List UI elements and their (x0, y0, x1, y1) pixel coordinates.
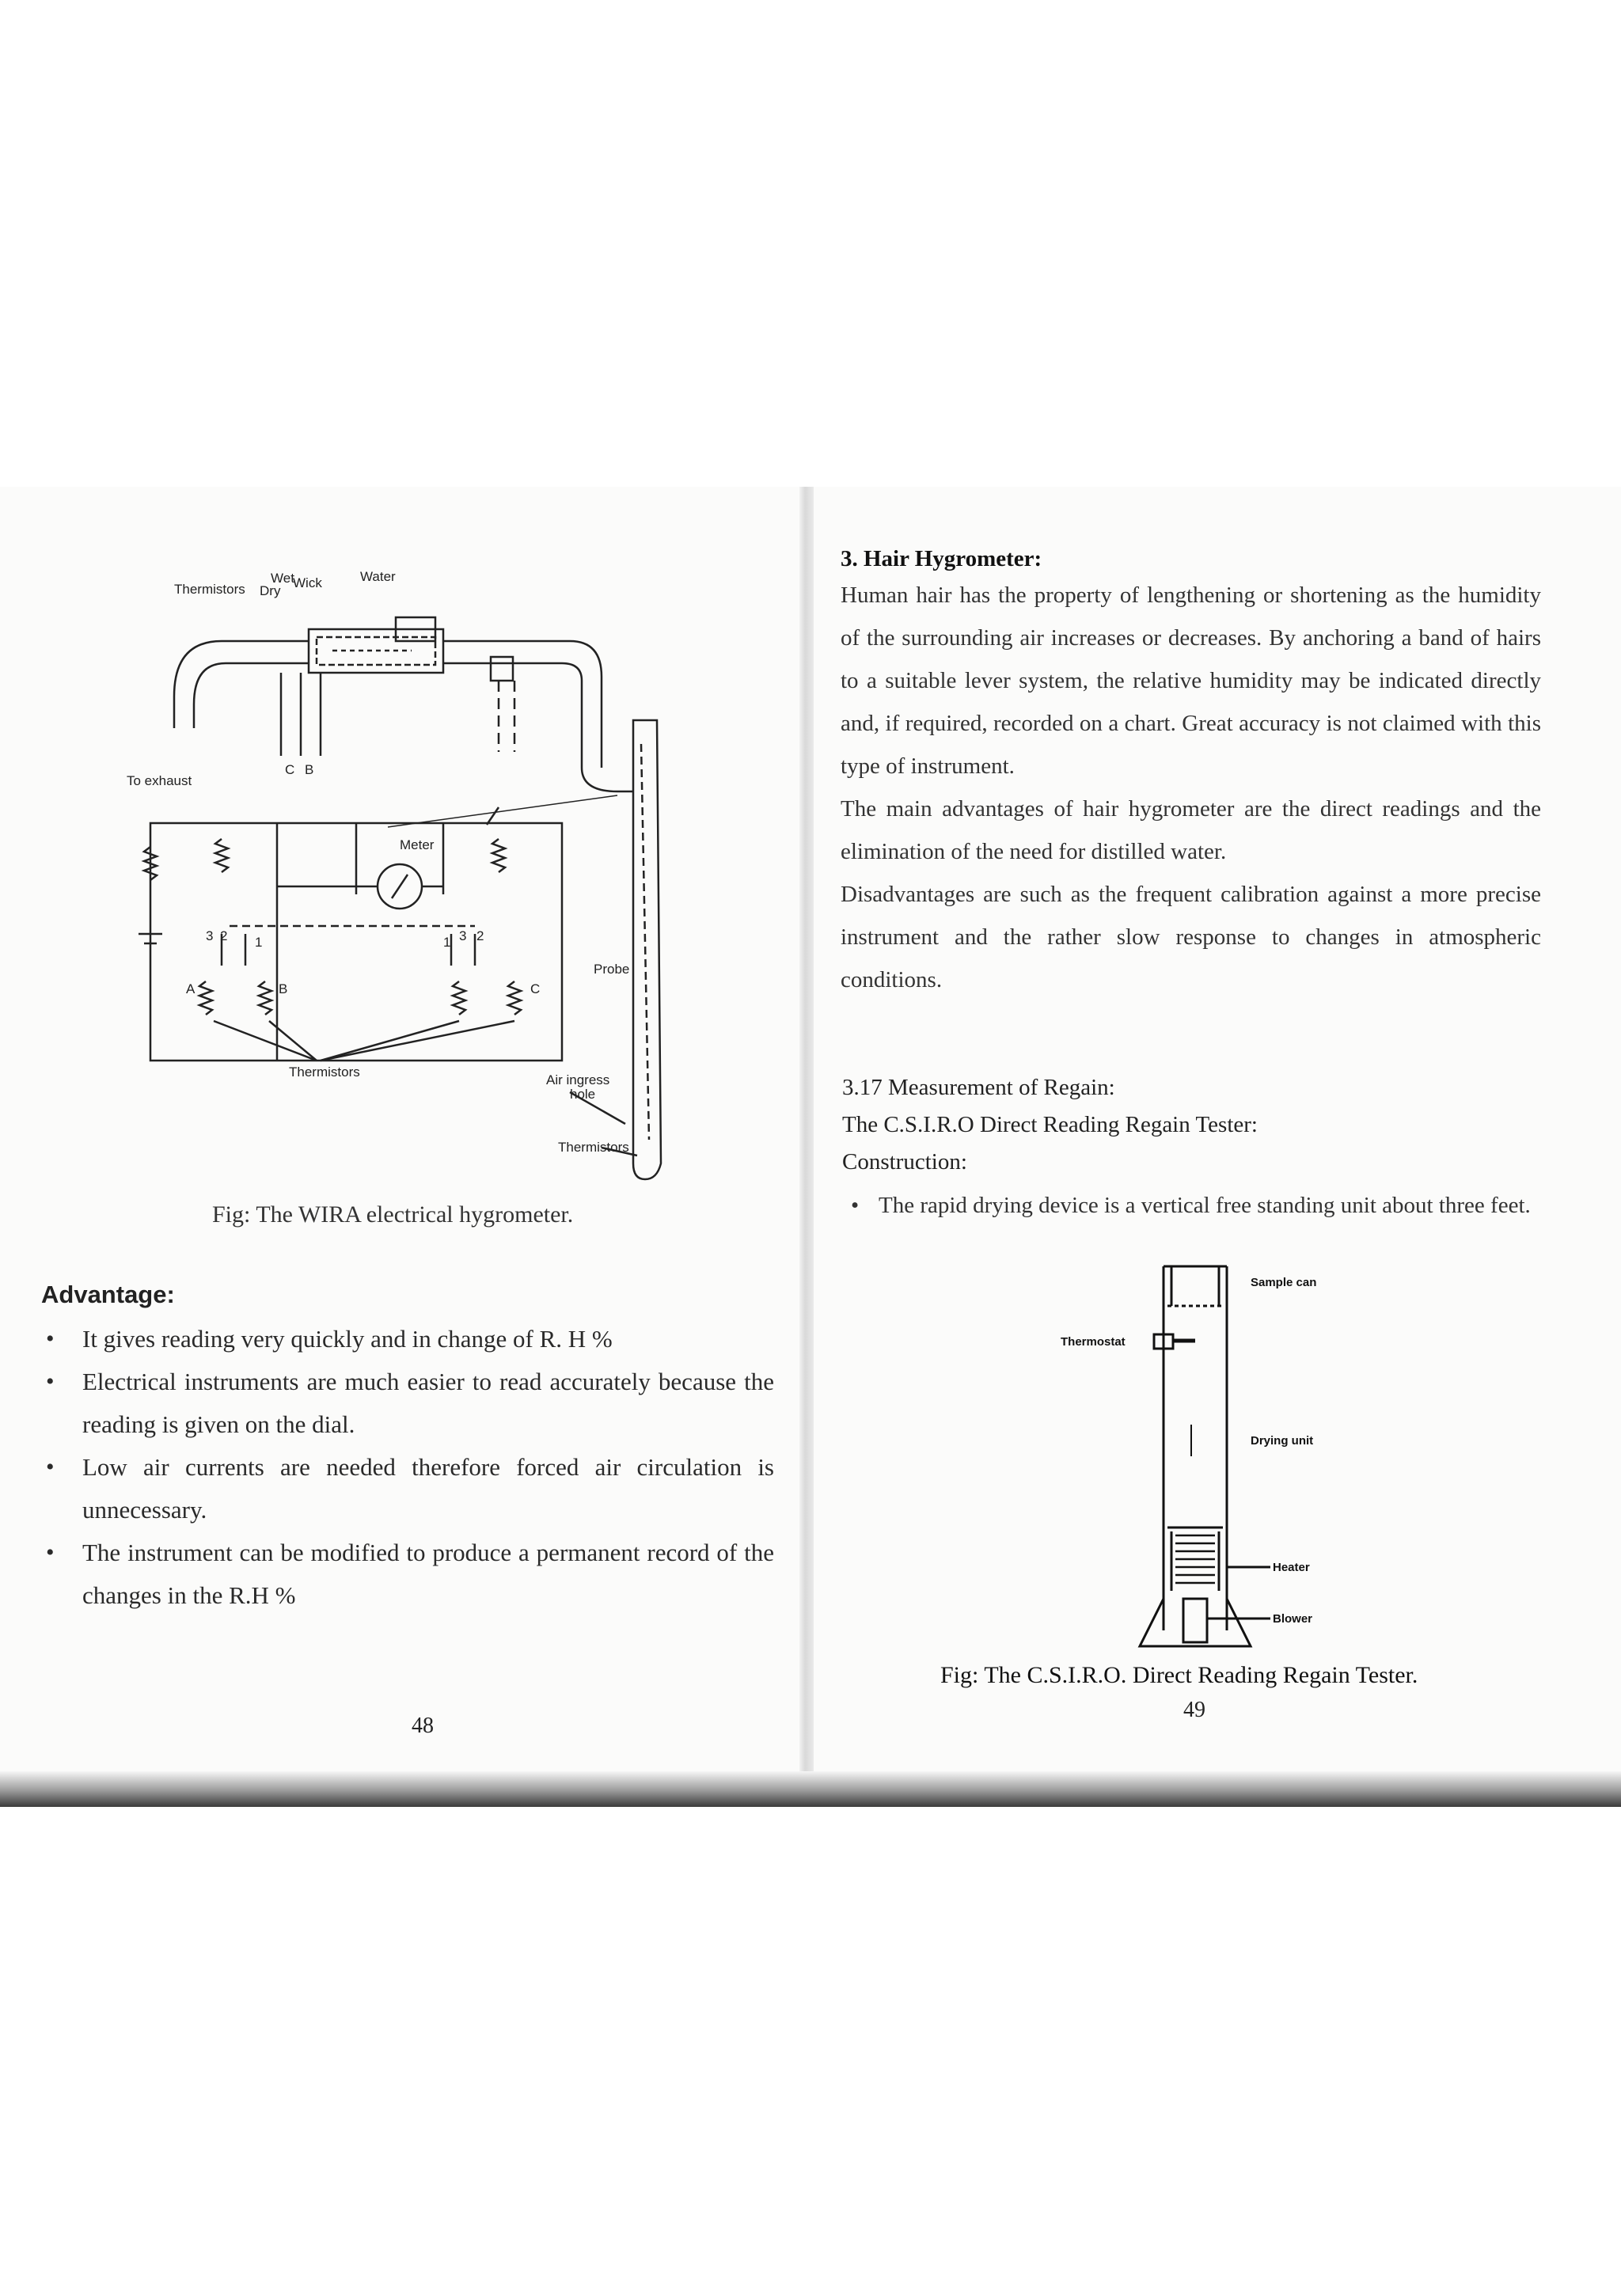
advantage-item: • Electrical instruments are much easier to read accurately because the reading is given on the dial. (46, 1361, 774, 1446)
label-to-exhaust: To exhaust (127, 773, 192, 788)
label-meter: Meter (400, 837, 435, 852)
advantage-list (46, 1318, 774, 1617)
label-3b: 3 (459, 928, 467, 943)
right-figure-caption: Fig: The C.S.I.R.O. Direct Reading Regain Tester. (940, 1662, 1418, 1688)
tester-title: The C.S.I.R.O Direct Reading Regain Tester: (842, 1112, 1258, 1137)
page-bottom-shadow (0, 1771, 1621, 1807)
advantage-item: • Low air currents are needed therefore forced air circulation is unnecessary. (46, 1446, 774, 1531)
label-c-top: C (285, 762, 295, 777)
label-thermistors-bottom: Thermistors (289, 1065, 360, 1080)
paragraph: Disadvantages are such as the frequent calibration against a more precise instrument and the rather slow response to changes in atmospheric conditions. (841, 882, 1541, 992)
label-sample-can: Sample can (1251, 1276, 1317, 1289)
label-dry: Dry (260, 583, 281, 598)
hair-hygrometer-text (841, 574, 1541, 1001)
label-b-bottom: B (279, 981, 288, 996)
label-c-bottom: C (530, 981, 541, 996)
construction-bullet: • The rapid drying device is a vertical free standing unit about three feet. (851, 1191, 1567, 1220)
label-a: A (186, 981, 196, 996)
label-1a: 1 (255, 935, 263, 950)
page-number-right: 49 (1183, 1698, 1205, 1722)
left-figure-caption: Fig: The WIRA electrical hygrometer. (212, 1201, 574, 1228)
construction-heading: Construction: (842, 1149, 967, 1175)
label-wick: Wick (293, 575, 322, 590)
label-blower: Blower (1273, 1612, 1313, 1626)
label-water: Water (360, 569, 396, 584)
label-air-ingress: Air ingress (546, 1072, 610, 1087)
label-heater: Heater (1273, 1561, 1310, 1574)
advantage-item: • The instrument can be modified to produce a permanent record of the changes in the R.H % (46, 1531, 774, 1617)
label-probe: Probe (594, 962, 630, 977)
book-gutter (799, 487, 814, 1801)
section-title-hair-hygrometer: 3. Hair Hygrometer: (841, 546, 1042, 571)
advantage-item: • It gives reading very quickly and in change of R. H % (46, 1318, 774, 1361)
label-thermistors-top: Thermistors (174, 582, 245, 597)
page-number-left: 48 (412, 1713, 434, 1738)
label-drying-unit: Drying unit (1251, 1434, 1314, 1448)
paragraph: The main advantages of hair hygrometer are the direct readings and the elimination of the need for distilled water. (841, 796, 1541, 864)
label-3a: 3 (206, 928, 214, 943)
subsection-measurement-of-regain: 3.17 Measurement of Regain: (842, 1075, 1115, 1100)
wira-hygrometer-diagram (127, 538, 728, 1195)
advantage-heading: Advantage: (41, 1281, 175, 1308)
label-thermostat: Thermostat (1061, 1335, 1126, 1349)
label-2a: 2 (220, 928, 228, 943)
label-wet: Wet (271, 571, 294, 586)
csiro-regain-tester-diagram (1053, 1258, 1385, 1654)
label-2b: 2 (476, 928, 484, 943)
paragraph: Human hair has the property of lengthening or shortening as the humidity of the surrounding air increases or decreases. By anchoring a band of hairs to a suitable lever system, the relative humidity may be indicated directly and, if required, recorded on a chart. Great accuracy is not claimed with this type of instrument. (841, 583, 1541, 779)
label-b-top: B (305, 762, 314, 777)
label-thermistors-probe: Thermistors (558, 1140, 629, 1155)
label-hole: hole (570, 1087, 596, 1102)
label-1b: 1 (443, 935, 451, 950)
